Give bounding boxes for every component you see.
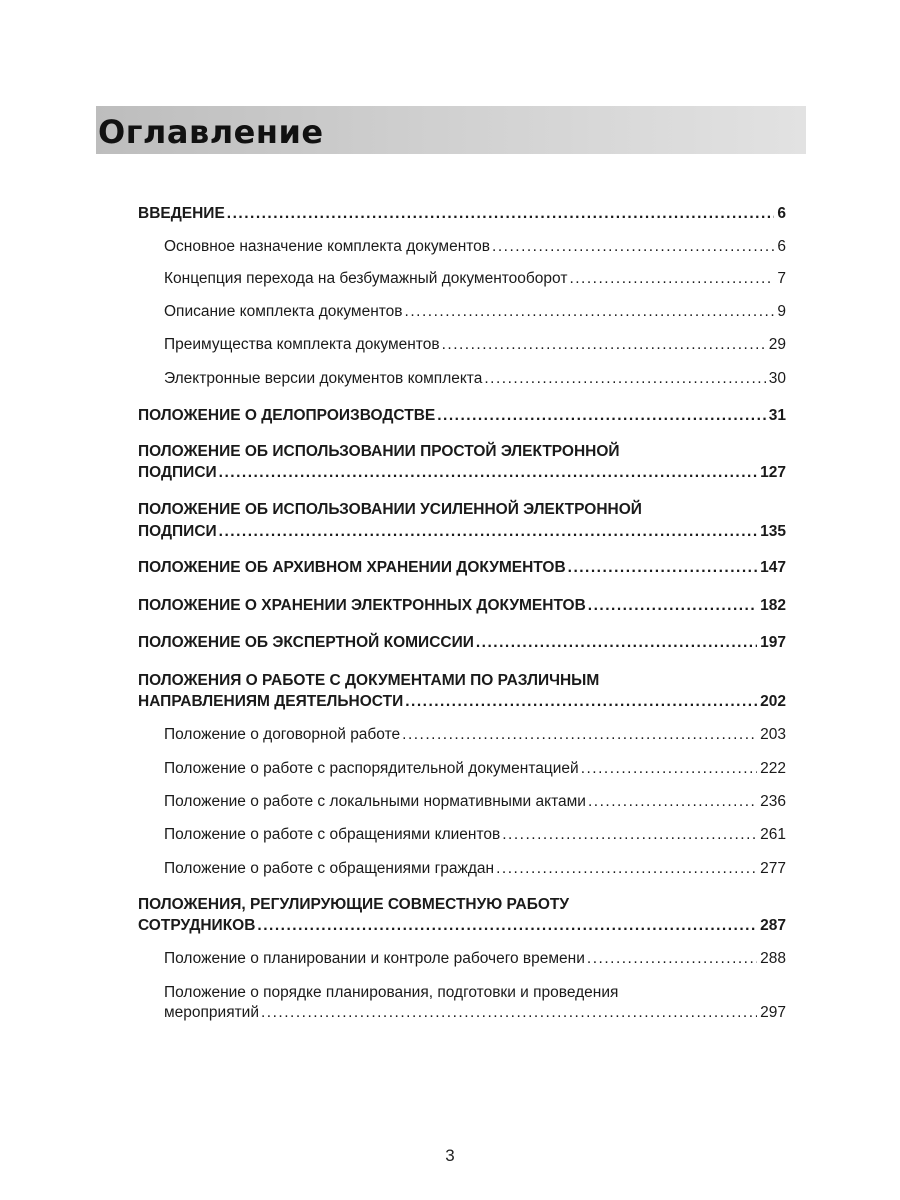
dot-leader	[405, 692, 757, 712]
dot-leader	[402, 725, 757, 745]
toc-entry-archive[interactable]	[138, 558, 786, 578]
page-title: Оглавление	[98, 113, 324, 151]
dot-leader	[442, 335, 766, 355]
dot-leader	[219, 522, 757, 542]
toc-subentry[interactable]	[164, 725, 786, 745]
toc-entry-page: 127	[760, 464, 786, 481]
toc-subentry[interactable]	[164, 369, 786, 389]
toc-entry-expert-commission[interactable]	[138, 633, 786, 653]
toc-entry-page: 30	[768, 370, 786, 387]
dot-leader	[496, 859, 757, 879]
toc-subentry[interactable]	[164, 792, 786, 812]
toc-entry-label: Положение о договорной работе	[164, 726, 401, 743]
toc-entry-page: 287	[760, 917, 786, 934]
toc-entry-page: 197	[760, 634, 786, 651]
toc-entry-page: 182	[760, 597, 786, 614]
toc-entry-page: 297	[760, 1004, 786, 1021]
toc-entry-strong-signature-line1[interactable]: ПОЛОЖЕНИЕ ОБ ИСПОЛЬЗОВАНИИ УСИЛЕННОЙ ЭЛЕКТРОННОЙ	[138, 501, 642, 518]
dot-leader	[587, 949, 757, 969]
toc-entry-work-docs[interactable]	[138, 692, 786, 712]
toc-entry-label: ПОЛОЖЕНИЕ О ХРАНЕНИИ ЭЛЕКТРОННЫХ ДОКУМЕНТОВ	[138, 597, 586, 614]
toc-entry-label: Описание комплекта документов	[164, 303, 403, 320]
toc-entry-work-docs-line1[interactable]: ПОЛОЖЕНИЯ О РАБОТЕ С ДОКУМЕНТАМИ ПО РАЗЛИЧНЫМ	[138, 672, 600, 689]
toc-entry-page: 147	[760, 559, 786, 576]
dot-leader	[569, 269, 774, 289]
toc-entry-simple-signature-line1[interactable]: ПОЛОЖЕНИЕ ОБ ИСПОЛЬЗОВАНИИ ПРОСТОЙ ЭЛЕКТРОННОЙ	[138, 443, 620, 460]
dot-leader	[484, 369, 765, 389]
toc-entry-label: Положение о работе с локальными нормативными актами	[164, 793, 586, 810]
toc-subentry[interactable]	[164, 269, 786, 289]
toc-entry-page: 236	[760, 793, 786, 810]
toc-entry-intro[interactable]	[138, 204, 786, 224]
dot-leader	[568, 558, 757, 578]
toc-entry-label: ПОЛОЖЕНИЕ О ДЕЛОПРОИЗВОДСТВЕ	[138, 407, 436, 424]
dot-leader	[588, 596, 757, 616]
toc-entry-page: 202	[760, 693, 786, 710]
toc-entry-label: Электронные версии документов комплекта	[164, 370, 483, 387]
toc-subentry[interactable]	[164, 302, 786, 322]
toc-entry-label: Концепция перехода на безбумажный документооборот	[164, 270, 568, 287]
toc-entry-label: Положение о работе с обращениями клиентов	[164, 826, 501, 843]
toc-entry-label: Основное назначение комплекта документов	[164, 238, 491, 255]
toc-entry-page: 261	[760, 826, 786, 843]
dot-leader	[502, 825, 757, 845]
toc-subentry[interactable]	[164, 237, 786, 257]
dot-leader	[405, 302, 775, 322]
toc-entry-joint-work[interactable]	[138, 916, 786, 936]
toc-entry-page: 135	[760, 523, 786, 540]
dot-leader	[227, 204, 775, 224]
toc-entry-page: 6	[777, 205, 786, 222]
toc-entry-label: ПОЛОЖЕНИЕ ОБ ЭКСПЕРТНОЙ КОМИССИИ	[138, 634, 474, 651]
toc-entry-e-storage[interactable]	[138, 596, 786, 616]
toc-entry-label: ПОДПИСИ	[138, 464, 217, 481]
toc-entry-label: ПОЛОЖЕНИЕ ОБ АРХИВНОМ ХРАНЕНИИ ДОКУМЕНТОВ	[138, 559, 566, 576]
toc-entry-label: ПОДПИСИ	[138, 523, 217, 540]
toc-entry-label: СОТРУДНИКОВ	[138, 917, 256, 934]
dot-leader	[261, 1003, 757, 1023]
toc-subentry[interactable]	[164, 859, 786, 879]
toc-entry-page: 31	[768, 407, 786, 424]
toc-entry-label: НАПРАВЛЕНИЯМ ДЕЯТЕЛЬНОСТИ	[138, 693, 404, 710]
toc-entry-label: мероприятий	[164, 1004, 259, 1021]
toc-entry-page: 222	[760, 760, 786, 777]
toc-entry-label: Положение о работе с обращениями граждан	[164, 860, 495, 877]
toc-entry-label: ВВЕДЕНИЕ	[138, 205, 225, 222]
toc-subentry[interactable]	[164, 759, 786, 779]
toc-subentry[interactable]	[164, 335, 786, 355]
toc-entry-page: 277	[760, 860, 786, 877]
toc-entry-page: 288	[760, 950, 786, 967]
toc-entry-page: 203	[760, 726, 786, 743]
dot-leader	[257, 916, 757, 936]
dot-leader	[437, 406, 766, 426]
dot-leader	[476, 633, 757, 653]
toc-entry-label: Положение о планировании и контроле рабочего времени	[164, 950, 585, 967]
toc-entry-joint-work-line1[interactable]: ПОЛОЖЕНИЯ, РЕГУЛИРУЮЩИЕ СОВМЕСТНУЮ РАБОТУ	[138, 896, 570, 913]
toc-entry-label: Преимущества комплекта документов	[164, 336, 440, 353]
toc-entry-events-line1[interactable]: Положение о порядке планирования, подготовки и проведения	[164, 984, 619, 1001]
toc-entry-records[interactable]	[138, 406, 786, 426]
toc-entry-page: 9	[777, 303, 786, 320]
toc-entry-strong-signature[interactable]	[138, 522, 786, 542]
dot-leader	[581, 759, 757, 779]
toc-entry-page: 7	[777, 270, 786, 287]
toc-subentry[interactable]	[164, 825, 786, 845]
dot-leader	[588, 792, 757, 812]
dot-leader	[492, 237, 774, 257]
toc-entry-events[interactable]	[164, 1003, 786, 1023]
page-number: 3	[445, 1146, 455, 1165]
toc-entry-label: Положение о работе с распорядительной документацией	[164, 760, 579, 777]
toc-subentry[interactable]	[164, 949, 786, 969]
toc-entry-simple-signature[interactable]	[138, 463, 786, 483]
dot-leader	[219, 463, 757, 483]
toc-entry-page: 6	[777, 238, 786, 255]
toc-entry-page: 29	[768, 336, 786, 353]
